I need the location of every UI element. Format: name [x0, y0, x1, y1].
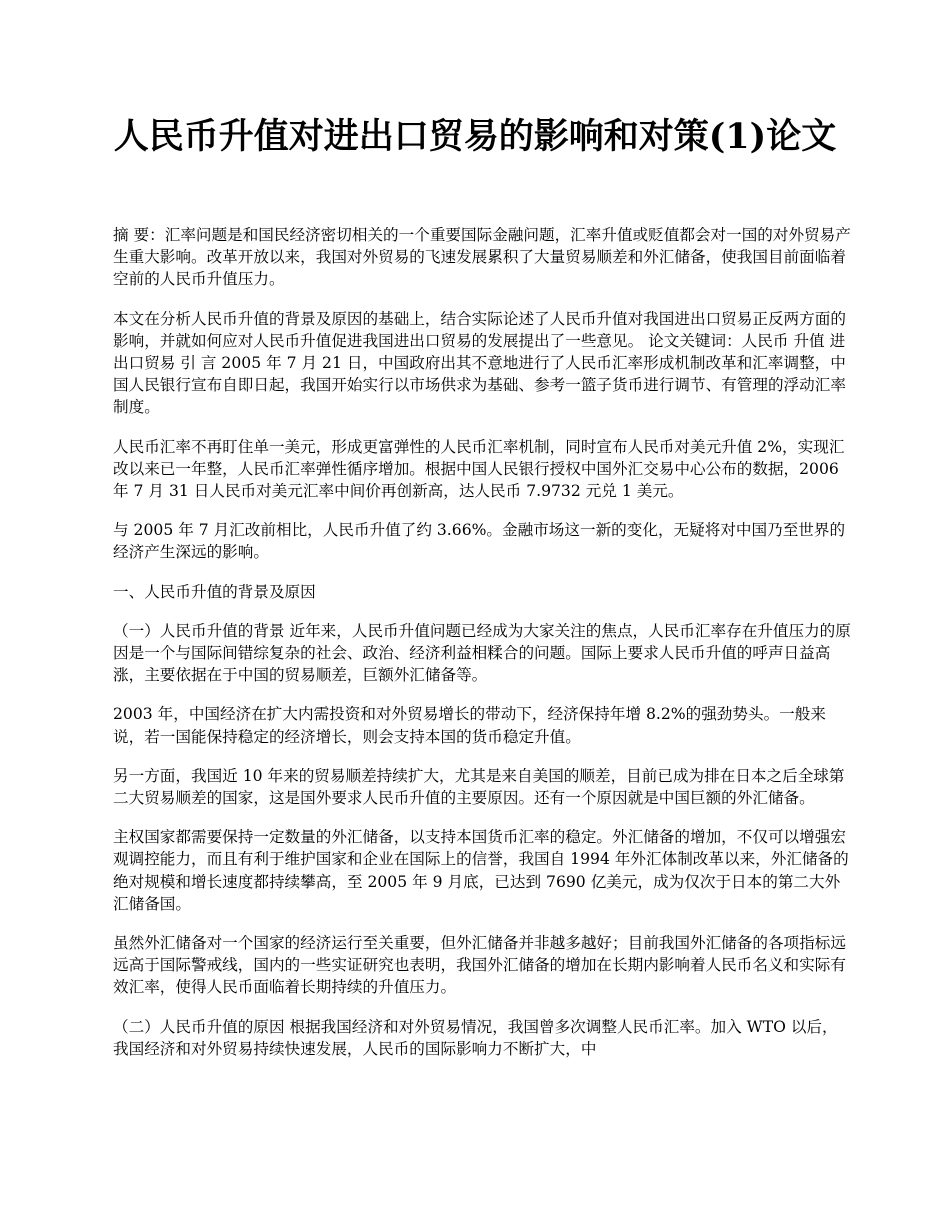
- paragraph-trade-surplus: 另一方面，我国近 10 年来的贸易顺差持续扩大，尤其是来自美国的顺差，目前已成为排在日本之后全球第二大贸易顺差的国家，这是国外要求人民币升值的主要原因。还有一个原因就是中国巨额的外汇储备。: [113, 766, 845, 808]
- paragraph-reserves-pressure: 虽然外汇储备对一个国家的经济运行至关重要，但外汇储备并非越多越好；目前我国外汇储备的各项指标远远高于国际警戒线，国内的一些实证研究也表明，我国外汇储备的增加在长期内影响着人民币名义和实际有效汇率，使得人民币面临着长期持续的升值压力。: [113, 934, 846, 997]
- section-heading-1: 一、人民币升值的背景及原因: [113, 582, 316, 601]
- paragraph-appreciation: 与 2005 年 7 月汇改前相比，人民币升值了约 3.66%。金融市场这一新的变化，无疑将对中国乃至世界的经济产生深远的影响。: [113, 521, 846, 562]
- paragraph-background: （一）人民币升值的背景 近年来，人民币升值问题已经成为大家关注的焦点，人民币汇率存在升值压力的原因是一个与国际间错综复杂的社会、政治、经济利益相糅合的问题。国际上要求人民币升值的呼声日益高涨，主要依据在于中国的贸易顺差，巨额外汇储备等。: [113, 621, 851, 685]
- document-body: [113, 224, 853, 1077]
- document-title: 人民币升值对进出口贸易的影响和对策(1)论文: [113, 116, 837, 157]
- paragraph-growth-2003: 2003 年，中国经济在扩大内需投资和对外贸易增长的带动下，经济保持年增 8.2%的强劲势头。一般来说，若一国能保持稳定的经济增长，则会支持本国的货币稳定升值。: [113, 705, 826, 746]
- paragraph-exchange-rate: 人民币汇率不再盯住单一美元，形成更富弹性的人民币汇率机制，同时宣布人民币对美元升值 2%，实现汇改以来已一年整，人民币汇率弹性循序增加。根据中国人民银行授权中国外汇交易中心公布的数据，2006 年 7 月 31 日人民币对美元汇率中间价再创新高，达人民币 7.9732 元兑 1 美元。: [113, 437, 845, 501]
- paragraph-reserves: 主权国家都需要保持一定数量的外汇储备，以支持本国货币汇率的稳定。外汇储备的增加，不仅可以增强宏观调控能力，而且有利于维护国家和企业在国际上的信誉，我国自 1994 年外汇体制改革以来，外汇储备的绝对规模和增长速度都持续攀高，至 2005 年 9 月底，已达到 7690 亿美元，成为仅次于日本的第二大外汇储备国。: [113, 828, 849, 913]
- paragraph-causes: （二）人民币升值的原因 根据我国经济和对外贸易情况，我国曾多次调整人民币汇率。加入 WTO 以后，我国经济和对外贸易持续快速发展，人民币的国际影响力不断扩大，中: [113, 1017, 838, 1058]
- paragraph-abstract: 摘 要：汇率问题是和国民经济密切相关的一个重要国际金融问题，汇率升值或贬值都会对一国的对外贸易产生重大影响。改革开放以来，我国对外贸易的飞速发展累积了大量贸易顺差和外汇储备，使我国目前面临着空前的人民币升值压力。: [113, 226, 851, 289]
- paragraph-introduction: 本文在分析人民币升值的背景及原因的基础上，结合实际论述了人民币升值对我国进出口贸易正反两方面的影响，并就如何应对人民币升值促进我国进出口贸易的发展提出了一些意见。 论文关键词：人民币 升值 进出口贸易 引 言 2005 年 7 月 21 日，中国政府出其不意地进行了人民币汇率形成机制改革和汇率调整，中国人民银行宣布自即日起，我国开始实行以市场供求为基础、参考一篮子货币进行调节、有管理的浮动汇率制度。: [113, 309, 846, 417]
